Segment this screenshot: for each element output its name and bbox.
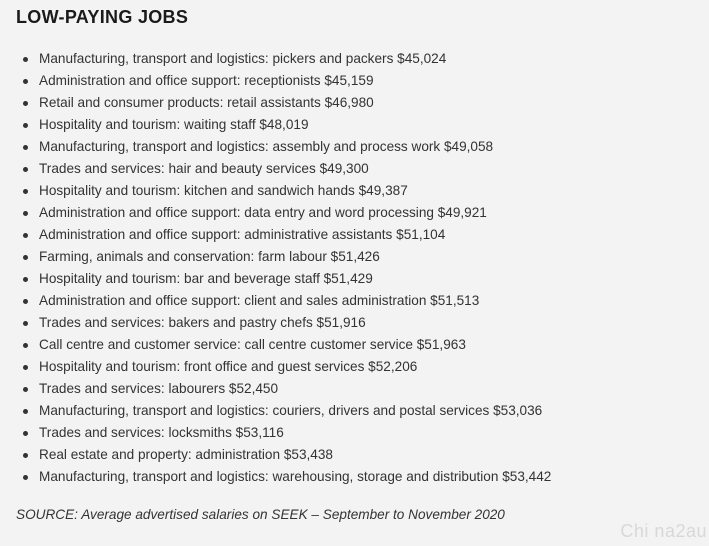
source-note: SOURCE: Average advertised salaries on SEEK – September to November 2020 [16,507,505,522]
list-item [0,180,551,202]
list-item-text: Real estate and property: administration $53,438 [39,447,333,462]
list-item-text: Administration and office support: administrative assistants $51,104 [39,227,446,242]
list-item-text: Administration and office support: data entry and word processing $49,921 [39,205,487,220]
list-item [0,92,551,114]
list-item-text: Trades and services: hair and beauty services $49,300 [39,161,369,176]
bullet-icon [23,189,28,194]
list-item-text: Manufacturing, transport and logistics: pickers and packers $45,024 [39,51,447,66]
list-item-text: Call centre and customer service: call centre customer service $51,963 [39,337,466,352]
bullet-icon [23,101,28,106]
list-item [0,246,551,268]
list-item [0,422,551,444]
list-item-text: Trades and services: labourers $52,450 [39,381,279,396]
list-item [0,444,551,466]
list-item [0,466,551,488]
job-salary-list [0,48,551,488]
list-item-text: Hospitality and tourism: kitchen and sandwich hands $49,387 [39,183,408,198]
bullet-icon [23,57,28,62]
bullet-icon [23,365,28,370]
bullet-icon [23,475,28,480]
list-item-text: Hospitality and tourism: front office and guest services $52,206 [39,359,418,374]
bullet-icon [23,453,28,458]
list-item-text: Farming, animals and conservation: farm labour $51,426 [39,249,380,264]
bullet-icon [23,123,28,128]
bullet-icon [23,79,28,84]
bullet-icon [23,233,28,238]
bullet-icon [23,277,28,282]
bullet-icon [23,431,28,436]
list-item [0,378,551,400]
bullet-icon [23,343,28,348]
list-item [0,312,551,334]
list-item-text: Administration and office support: receptionists $45,159 [39,73,374,88]
list-item-text: Manufacturing, transport and logistics: warehousing, storage and distribution $53,442 [39,469,552,484]
list-item-text: Retail and consumer products: retail assistants $46,980 [39,95,374,110]
list-item-text: Manufacturing, transport and logistics: couriers, drivers and postal services $53,036 [39,403,543,418]
list-item [0,290,551,312]
list-item-text: Trades and services: bakers and pastry chefs $51,916 [39,315,366,330]
bullet-icon [23,255,28,260]
watermark: Chi na2au [620,521,707,541]
bullet-icon [23,211,28,216]
bullet-icon [23,167,28,172]
bullet-icon [23,299,28,304]
list-item [0,268,551,290]
bullet-icon [23,145,28,150]
list-item-text: Manufacturing, transport and logistics: assembly and process work $49,058 [39,139,494,154]
list-item-text: Hospitality and tourism: waiting staff $48,019 [39,117,309,132]
list-item [0,334,551,356]
list-item [0,70,551,92]
bullet-icon [23,321,28,326]
list-item [0,400,551,422]
list-item [0,224,551,246]
bullet-icon [23,409,28,414]
list-item [0,158,551,180]
list-item [0,48,551,70]
list-item [0,136,551,158]
list-item-text: Hospitality and tourism: bar and beverage staff $51,429 [39,271,373,286]
list-item-text: Administration and office support: client and sales administration $51,513 [39,293,480,308]
list-item [0,114,551,136]
bullet-icon [23,387,28,392]
page-heading: LOW-PAYING JOBS [16,7,189,27]
list-item-text: Trades and services: locksmiths $53,116 [39,425,284,440]
list-item [0,202,551,224]
list-item [0,356,551,378]
